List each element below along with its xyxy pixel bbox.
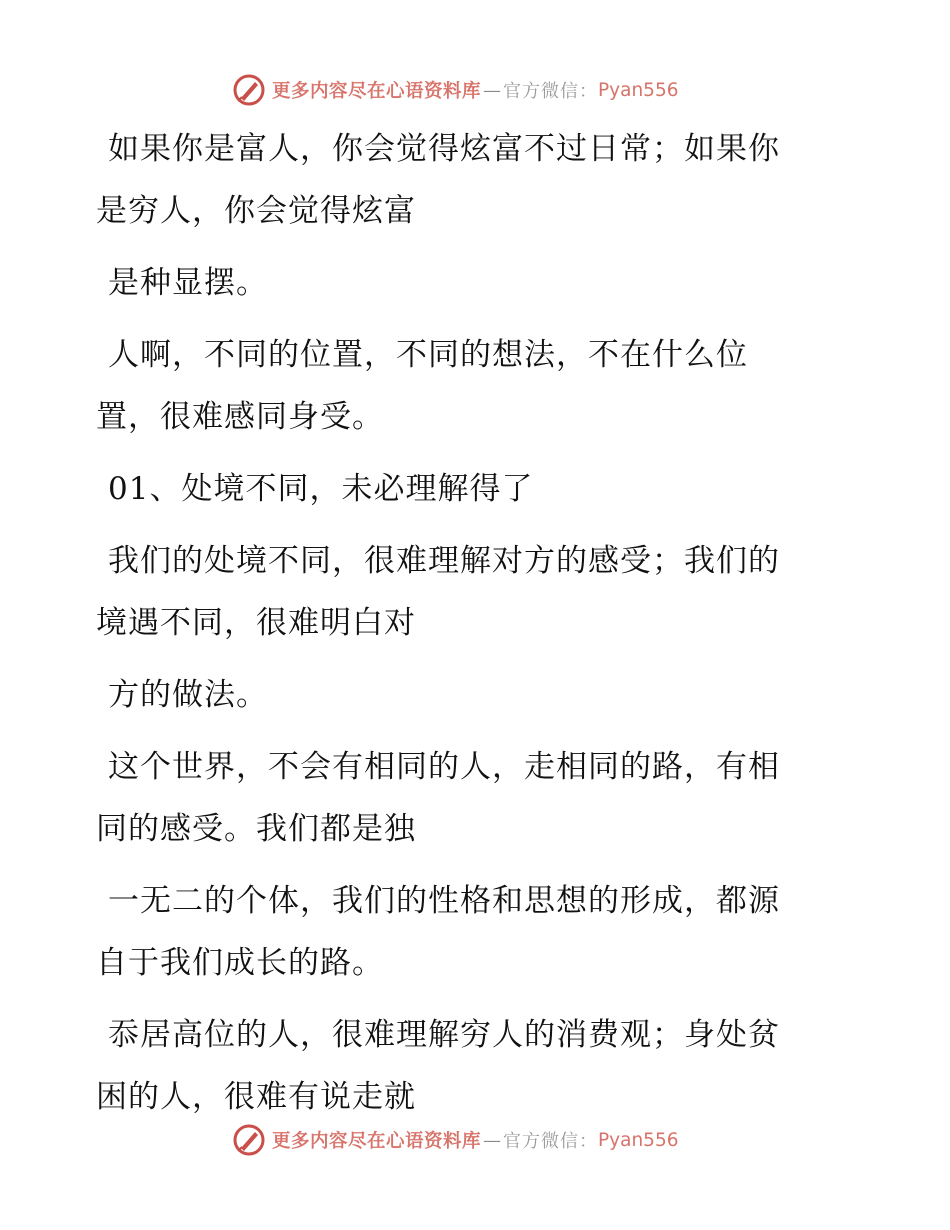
banner-text: 更多内容尽在心语资料库 [272, 1131, 482, 1152]
text-line: 我们的处境不同，很难理解对方的感受；我们的 [108, 543, 780, 579]
footer-banner [232, 1120, 679, 1160]
banner-dash: — [483, 79, 502, 101]
banner-text: 更多内容尽在心语资料库 [272, 81, 482, 102]
paragraph [96, 118, 836, 242]
banner-official: 官方微信： [503, 81, 599, 102]
text-line: 01、处境不同，未必理解得了 [108, 471, 534, 507]
text-line: 境遇不同，很难明白对 [96, 605, 416, 641]
paragraph [96, 252, 836, 314]
banner-wechat-id: Pyan556 [598, 1129, 679, 1151]
banner-official: 官方微信： [503, 1131, 599, 1152]
header-banner [232, 70, 679, 110]
banner-dash: — [483, 1129, 502, 1151]
text-line: 同的感受。我们都是独 [96, 811, 416, 847]
pen-logo-icon [232, 1123, 266, 1157]
text-line: 是种显摆。 [108, 265, 268, 301]
text-line: 方的做法。 [108, 677, 268, 713]
paragraph [96, 324, 836, 448]
text-line: 困的人，很难有说走就 [96, 1079, 416, 1115]
paragraph [96, 530, 836, 654]
text-line: 忝居高位的人，很难理解穷人的消费观；身处贫 [108, 1017, 780, 1053]
paragraph [96, 736, 836, 860]
document-body [96, 118, 836, 1138]
paragraph [96, 1004, 836, 1128]
text-line: 人啊，不同的位置，不同的想法，不在什么位 [108, 337, 748, 373]
pen-logo-icon [232, 73, 266, 107]
text-line: 如果你是富人，你会觉得炫富不过日常；如果你 [108, 131, 780, 167]
paragraph [96, 664, 836, 726]
text-line: 自于我们成长的路。 [96, 945, 384, 981]
text-line: 置，很难感同身受。 [96, 399, 384, 435]
banner-wechat-id: Pyan556 [598, 79, 679, 101]
text-line: 这个世界，不会有相同的人，走相同的路，有相 [108, 749, 780, 785]
text-line: 是穷人，你会觉得炫富 [96, 193, 416, 229]
paragraph [96, 870, 836, 994]
text-line: 一无二的个体，我们的性格和思想的形成，都源 [108, 883, 780, 919]
section-heading [96, 458, 836, 520]
